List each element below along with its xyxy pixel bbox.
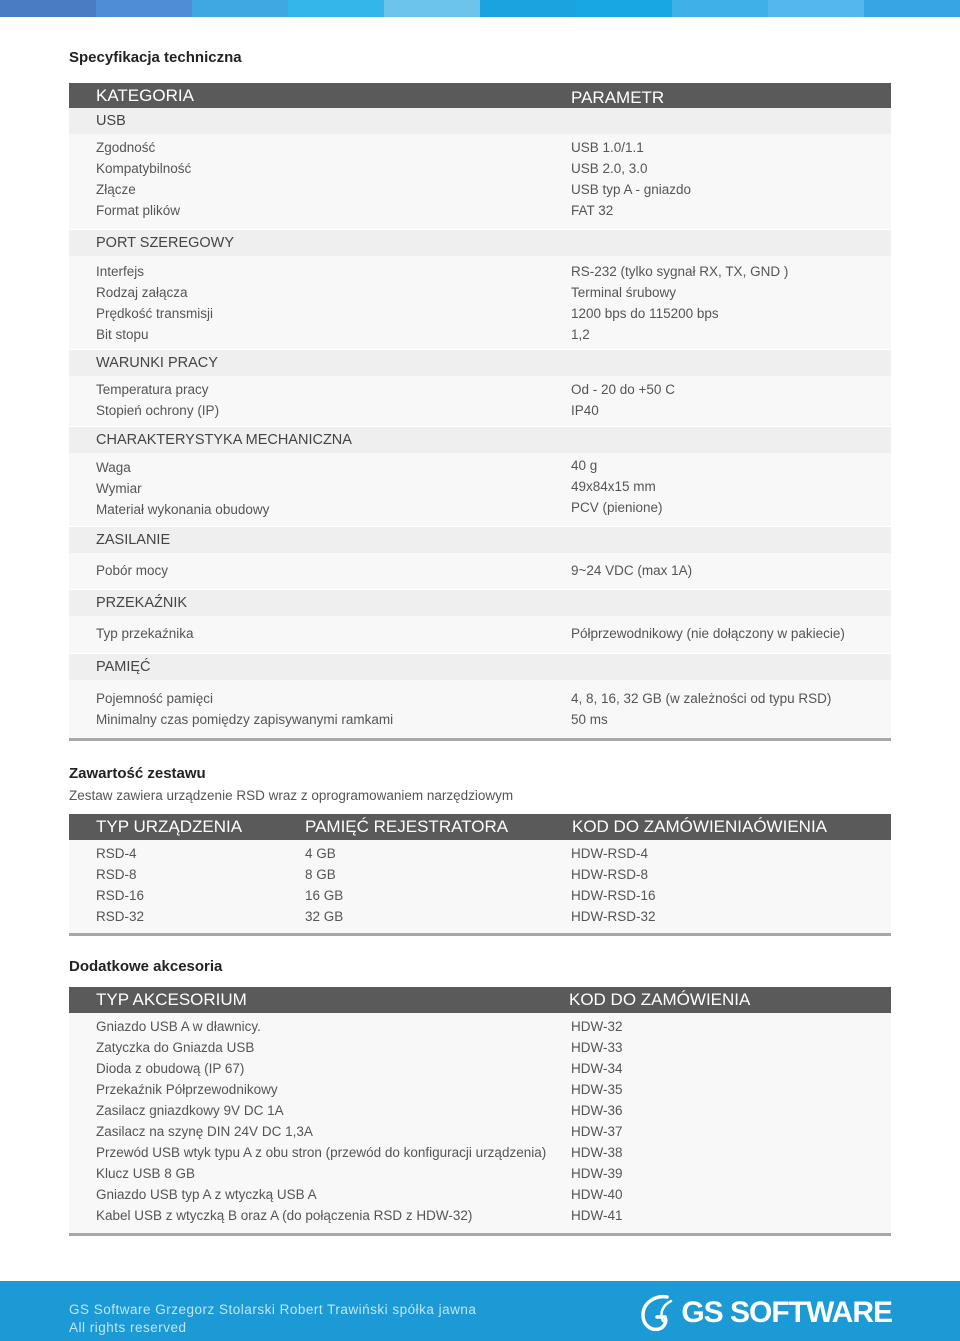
order-code: HDW-36 xyxy=(571,1103,623,1118)
spec-value: USB 2.0, 3.0 xyxy=(571,161,648,176)
accessory-name: Dioda z obudową (IP 67) xyxy=(96,1061,245,1076)
spec-row xyxy=(69,159,891,180)
spec-row xyxy=(69,380,891,401)
spec-row xyxy=(69,710,891,731)
section-title: PAMIĘĆ xyxy=(96,659,151,675)
spec-value: Od - 20 do +50 C xyxy=(571,382,675,397)
section-title: CHARAKTERYSTYKA MECHANICZNA xyxy=(96,432,352,448)
table-row xyxy=(69,1185,891,1206)
spec-label: Bit stopu xyxy=(96,327,149,342)
spec-row xyxy=(69,500,891,521)
col-header-parameter: PARAMETR xyxy=(571,88,665,107)
col-header-device-type: TYP URZĄDZENIA xyxy=(96,817,243,836)
section-memory xyxy=(69,654,891,680)
spec-row xyxy=(69,138,891,159)
spec-row xyxy=(69,325,891,346)
spec-value: IP40 xyxy=(571,403,599,418)
spec-label: Materiał wykonania obudowy xyxy=(96,502,270,517)
spec-label: Złącze xyxy=(96,182,136,197)
spec-label: Typ przekaźnika xyxy=(96,626,194,641)
col-header-recorder-memory: PAMIĘĆ REJESTRATORA xyxy=(305,817,509,836)
recorder-memory: 32 GB xyxy=(305,909,344,924)
section-power xyxy=(69,527,891,553)
spec-value: 1200 bps do 115200 bps xyxy=(571,306,719,321)
spec-label: Kompatybilność xyxy=(96,161,192,176)
top-bar-segment xyxy=(864,0,960,17)
recorder-memory: 16 GB xyxy=(305,888,344,903)
order-code: HDW-33 xyxy=(571,1040,623,1055)
section-title: WARUNKI PRACY xyxy=(96,355,218,371)
logo-text: GS SOFTWARE xyxy=(681,1296,892,1329)
top-bar-segment xyxy=(192,0,288,17)
kit-title: Zawartość zestawu xyxy=(69,765,206,782)
spec-value: 49x84x15 mm xyxy=(571,479,656,494)
accessory-name: Zasilacz gniazdkowy 9V DC 1A xyxy=(96,1103,284,1118)
spec-row xyxy=(69,262,891,283)
spec-value: PCV (pienione) xyxy=(571,500,663,515)
spec-value: 50 ms xyxy=(571,712,608,727)
accessory-name: Gniazdo USB A w dławnicy. xyxy=(96,1019,261,1034)
accessories-title: Dodatkowe akcesoria xyxy=(69,958,223,975)
top-bar-segment xyxy=(768,0,864,17)
table-row xyxy=(69,1059,891,1080)
order-code: HDW-41 xyxy=(571,1208,623,1223)
spec-row xyxy=(69,304,891,325)
spec-value: Półprzewodnikowy (nie dołączony w pakiecie) xyxy=(571,626,845,641)
spec-row xyxy=(69,180,891,201)
accessory-name: Kabel USB z wtyczką B oraz A (do połączenia RSD z HDW-32) xyxy=(96,1208,473,1223)
device-type: RSD-4 xyxy=(96,846,137,861)
order-code: HDW-34 xyxy=(571,1061,623,1076)
gs-software-logo xyxy=(637,1291,892,1335)
order-code: HDW-35 xyxy=(571,1082,623,1097)
table-row xyxy=(69,1101,891,1122)
spec-value: 4, 8, 16, 32 GB (w zależności od typu RSD) xyxy=(571,691,832,706)
spec-value: USB typ A - gniazdo xyxy=(571,182,692,197)
spec-row xyxy=(69,201,891,222)
order-code: HDW-32 xyxy=(571,1019,623,1034)
spec-value: USB 1.0/1.1 xyxy=(571,140,644,155)
order-code: HDW-RSD-32 xyxy=(571,909,656,924)
spec-row xyxy=(69,283,891,304)
spec-label: Format plików xyxy=(96,203,181,218)
table-bottom-rule xyxy=(69,1233,891,1236)
spec-table-header xyxy=(69,83,891,109)
spec-value: 9~24 VDC (max 1A) xyxy=(571,563,693,578)
spec-row xyxy=(69,458,891,479)
accessory-name: Przekaźnik Półprzewodnikowy xyxy=(96,1082,278,1097)
table-row xyxy=(69,907,891,928)
spec-value: FAT 32 xyxy=(571,203,614,218)
section-mechanical xyxy=(69,427,891,453)
top-bar-segment xyxy=(0,0,96,17)
section-title: USB xyxy=(96,113,126,129)
order-code: HDW-RSD-16 xyxy=(571,888,656,903)
spec-label: Rodzaj załącza xyxy=(96,285,188,300)
spec-label: Prędkość transmisji xyxy=(96,306,214,321)
spec-label: Zgodność xyxy=(96,140,156,155)
top-color-bar xyxy=(0,0,960,17)
accessory-name: Przewód USB wtyk typu A z obu stron (przewód do konfiguracji urządzenia) xyxy=(96,1145,547,1160)
footer-rights: All rights reserved xyxy=(69,1320,187,1335)
col-header-order-code: KOD DO ZAMÓWIENIA xyxy=(569,990,751,1009)
gs-swirl-icon xyxy=(637,1291,681,1335)
order-code: HDW-RSD-8 xyxy=(571,867,648,882)
accessory-name: Zatyczka do Gniazda USB xyxy=(96,1040,255,1055)
recorder-memory: 8 GB xyxy=(305,867,336,882)
table-bottom-rule xyxy=(69,738,891,741)
spec-label: Pobór mocy xyxy=(96,563,169,578)
spec-label: Pojemność pamięci xyxy=(96,691,214,706)
spec-label: Minimalny czas pomiędzy zapisywanymi ramkami xyxy=(96,712,394,727)
top-bar-segment xyxy=(384,0,480,17)
section-usb xyxy=(69,108,891,134)
accessory-name: Klucz USB 8 GB xyxy=(96,1166,196,1181)
table-bottom-rule xyxy=(69,933,891,936)
section-title: PRZEKAŹNIK xyxy=(96,595,188,611)
spec-value: RS-232 (tylko sygnał RX, TX, GND ) xyxy=(571,264,789,279)
top-bar-segment xyxy=(288,0,384,17)
table-row xyxy=(69,1164,891,1185)
spec-row xyxy=(69,401,891,422)
order-code: HDW-37 xyxy=(571,1124,623,1139)
footer xyxy=(0,1281,960,1341)
device-type: RSD-16 xyxy=(96,888,145,903)
section-serial-port xyxy=(69,230,891,256)
device-type: RSD-8 xyxy=(96,867,137,882)
spec-label: Temperatura pracy xyxy=(96,382,209,397)
table-row xyxy=(69,1038,891,1059)
section-operating-conditions xyxy=(69,350,891,376)
spec-label: Waga xyxy=(96,460,131,475)
col-header-category: KATEGORIA xyxy=(96,86,194,105)
spec-row xyxy=(69,624,891,645)
device-type: RSD-32 xyxy=(96,909,145,924)
col-header-order-code: KOD DO ZAMÓWIENIAÓWIENIA xyxy=(572,817,828,836)
order-code: HDW-39 xyxy=(571,1166,623,1181)
kit-subtitle: Zestaw zawiera urządzenie RSD wraz z oprogramowaniem narzędziowym xyxy=(69,788,514,803)
spec-label: Interfejs xyxy=(96,264,145,279)
col-header-accessory-type: TYP AKCESORIUM xyxy=(96,990,247,1009)
table-row xyxy=(69,886,891,907)
accessory-name: Zasilacz na szynę DIN 24V DC 1,3A xyxy=(96,1124,313,1139)
top-bar-segment xyxy=(576,0,672,17)
accessory-name: Gniazdo USB typ A z wtyczką USB A xyxy=(96,1187,317,1202)
table-row xyxy=(69,1017,891,1038)
footer-company: GS Software Grzegorz Stolarski Robert Trawiński spółka jawna xyxy=(69,1302,477,1317)
section-relay xyxy=(69,590,891,616)
table-row xyxy=(69,1122,891,1143)
kit-table-header xyxy=(69,814,891,840)
table-row xyxy=(69,1143,891,1164)
spec-value: 40 g xyxy=(571,458,598,473)
top-bar-segment xyxy=(480,0,576,17)
spec-row xyxy=(69,479,891,500)
top-bar-segment xyxy=(96,0,192,17)
order-code: HDW-38 xyxy=(571,1145,623,1160)
section-title: PORT SZEREGOWY xyxy=(96,235,235,251)
table-row xyxy=(69,844,891,865)
table-row xyxy=(69,865,891,886)
table-row xyxy=(69,1206,891,1227)
order-code: HDW-RSD-4 xyxy=(571,846,648,861)
accessories-table-header xyxy=(69,987,891,1013)
table-row xyxy=(69,1080,891,1101)
spec-value: Terminal śrubowy xyxy=(571,285,677,300)
section-title: ZASILANIE xyxy=(96,532,171,548)
spec-title: Specyfikacja techniczna xyxy=(69,49,242,66)
spec-label: Wymiar xyxy=(96,481,142,496)
spec-row xyxy=(69,689,891,710)
spec-row xyxy=(69,561,891,582)
spec-value: 1,2 xyxy=(571,327,590,342)
recorder-memory: 4 GB xyxy=(305,846,336,861)
spec-label: Stopień ochrony (IP) xyxy=(96,403,220,418)
top-bar-segment xyxy=(672,0,768,17)
order-code: HDW-40 xyxy=(571,1187,623,1202)
